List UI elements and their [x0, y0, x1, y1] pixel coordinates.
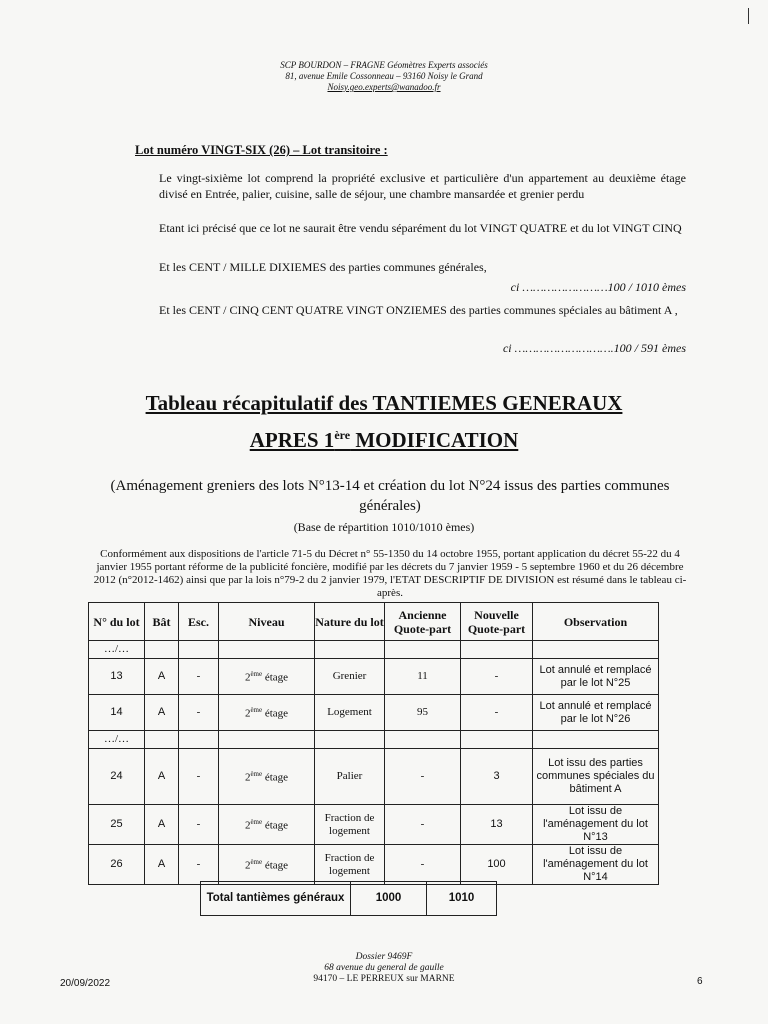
header-lot: N° du lot	[89, 603, 145, 641]
page-footer	[0, 952, 768, 985]
lot-title: Lot numéro VINGT-SIX (26) – Lot transitoire :	[135, 143, 388, 157]
header-niveau: Niveau	[219, 603, 315, 641]
footer-date: 20/09/2022	[60, 978, 111, 989]
table-row: 14 A - 2ème étage Logement 95 - Lot annulé et remplacé par le lot N°26	[89, 695, 659, 731]
header-bat: Bât	[145, 603, 179, 641]
header-ancienne: Ancienne Quote-part	[385, 603, 461, 641]
table-row: 25 A - 2ème étage Fraction de logement - 13 Lot issu de l'aménagement du lot N°13	[89, 805, 659, 845]
lot-quote-part-speciale: ci ……………………….100 / 591 èmes	[502, 341, 686, 355]
letterhead-email[interactable]: Noisy.geo.experts@wanadoo.fr	[327, 82, 441, 92]
letterhead	[0, 60, 768, 93]
totals-label: Total tantièmes généraux	[201, 882, 351, 916]
footer-address-line2: 94170 – LE PERREUX sur MARNE	[313, 974, 455, 984]
header-observation: Observation	[533, 603, 659, 641]
table-row-ellipsis: …/…	[89, 731, 659, 749]
lot-parties-communes: Et les CENT / MILLE DIXIEMES des parties communes générales,	[159, 260, 487, 274]
totals-table	[200, 881, 497, 916]
totals-nouvelle: 1010	[427, 882, 497, 916]
totals-row	[201, 882, 497, 916]
tantiemes-table	[88, 602, 659, 885]
header-nature: Nature du lot	[315, 603, 385, 641]
table-row-ellipsis: …/…	[89, 641, 659, 659]
footer-dossier: Dossier 9469F	[355, 952, 413, 962]
table-row: 24 A - 2ème étage Palier - 3 Lot issu des parties communes spéciales du bâtiment A	[89, 749, 659, 805]
header-esc: Esc.	[179, 603, 219, 641]
lot-precision: Etant ici précisé que ce lot ne saurait être vendu séparément du lot VINGT QUATRE et du lot VINGT CINQ	[159, 221, 682, 235]
table-header-row	[89, 603, 659, 641]
letterhead-firm: SCP BOURDON – FRAGNE Géomètres Experts associés	[280, 60, 488, 70]
header-nouvelle: Nouvelle Quote-part	[461, 603, 533, 641]
footer-address-line1: 68 avenue du general de gaulle	[324, 963, 444, 973]
table-row: 26 A - 2ème étage Fraction de logement - 100 Lot issu de l'aménagement du lot N°14	[89, 845, 659, 885]
lot-quote-part-generale: ci ……………………100 / 1010 èmes	[510, 280, 686, 294]
summary-subtitle: (Aménagement greniers des lots N°13-14 et création du lot N°24 issus des parties communes générales)	[110, 478, 670, 514]
scan-margin-mark	[748, 8, 749, 24]
summary-base: (Base de répartition 1010/1010 èmes)	[293, 520, 475, 534]
letterhead-address: 81, avenue Emile Cossonneau – 93160 Noisy le Grand	[285, 71, 483, 81]
totals-ancienne: 1000	[351, 882, 427, 916]
lot-parties-speciales: Et les CENT / CINQ CENT QUATRE VINGT ONZIEMES des parties communes spéciales au bâtiment A ,	[159, 303, 678, 317]
lot-description: Le vingt-sixième lot comprend la propriété exclusive et particulière d'un appartement au deuxième étage divisé en Entrée, palier, cuisine, salle de séjour, une chambre mansardée et grenier perdu	[159, 171, 686, 201]
summary-title: Tableau récapitulatif des TANTIEMES GENERAUX	[145, 391, 623, 415]
table-row: 13 A - 2ème étage Grenier 11 - Lot annulé et remplacé par le lot N°25	[89, 659, 659, 695]
page-number: 6	[697, 976, 703, 987]
summary-title-modification: APRES 1ère MODIFICATION	[249, 428, 519, 452]
summary-legal-note: Conformément aux dispositions de l'article 71-5 du Décret n° 55-1350 du 14 octobre 1955, portant application du décret 55-22 du 4 janvier 1955 portant réforme de la publicité foncière, modifié par les décrets du 7 janvier 1959 - 5 septembre 1960 et du 26 décembre 2012 (n°2012-1462) ainsi que par la lois n°79-2 du 2 janvier 1979, l'ETAT DESCRIPTIF DE DIVISION est résumé dans le tableau ci-après.	[93, 548, 687, 599]
